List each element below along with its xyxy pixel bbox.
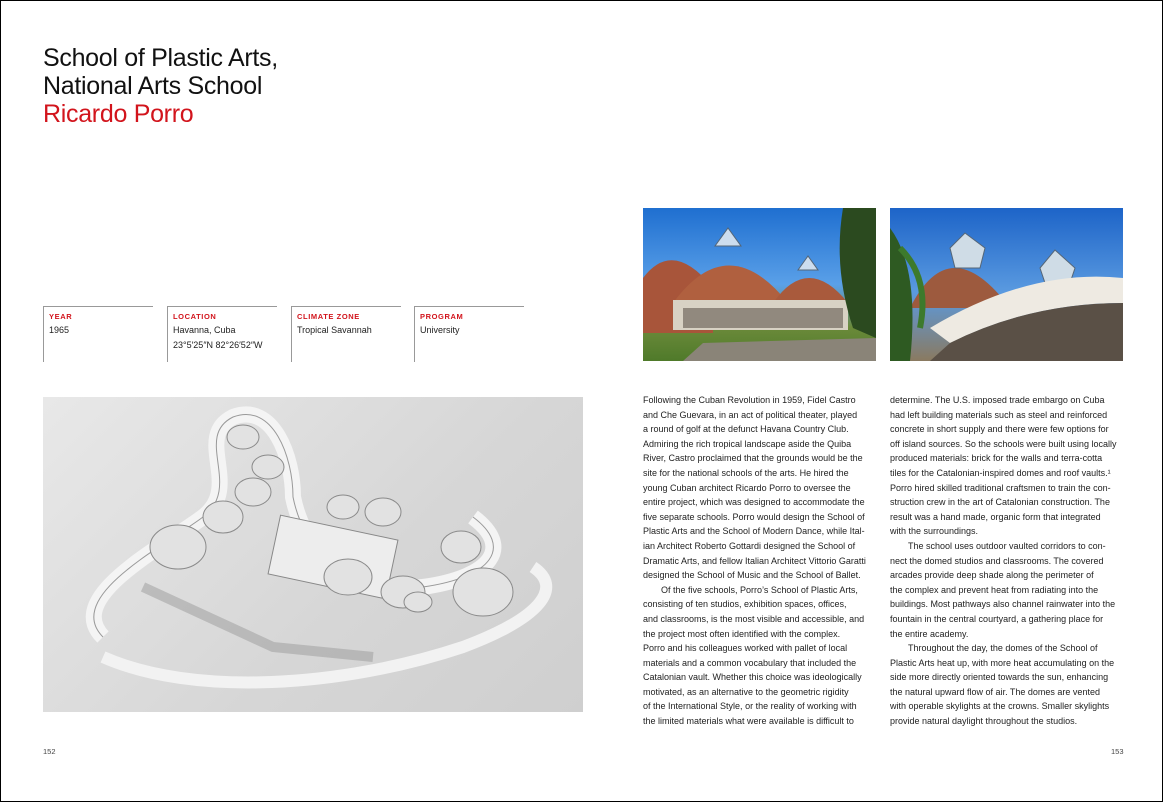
text-line: The school uses outdoor vaulted corridors to con- xyxy=(908,540,1106,551)
text-line: concrete in short supply and there were few options for xyxy=(890,424,1109,435)
page-title xyxy=(43,44,278,128)
text-line: tiles for the Catalonian-inspired domes and roof vaults.¹ xyxy=(890,467,1111,478)
title-line-1: School of Plastic Arts, xyxy=(43,44,278,72)
model-photo xyxy=(43,397,583,712)
text-line: nect the domed studios and classrooms. The covered xyxy=(890,555,1104,566)
text-line: Following the Cuban Revolution in 1959, Fidel Castro xyxy=(643,395,856,405)
text-line: site for the national schools of the arts. He hired the xyxy=(643,467,849,478)
fact-program xyxy=(414,306,524,362)
fact-label: PROGRAM xyxy=(420,312,464,321)
fact-location xyxy=(167,306,277,362)
exterior-photo-domes xyxy=(643,208,876,361)
text-line: motivated, as an alternative to the geometric rigidity xyxy=(643,686,849,697)
fact-year xyxy=(43,306,153,362)
text-line: and Che Guevara, in an act of political theater, played xyxy=(643,409,858,420)
fact-label: YEAR xyxy=(49,312,73,321)
text-line: young Cuban architect Ricardo Porro to oversee the xyxy=(643,482,851,493)
title-line-2: National Arts School xyxy=(43,72,263,100)
text-line: side more directly oriented towards the sun, enhancing xyxy=(890,672,1109,683)
text-line: River, Castro proclaimed that the grounds would be the xyxy=(643,453,863,464)
text-line: entire project, which was designed to accommodate the xyxy=(643,497,865,508)
text-line: and classrooms, is the most visible and accessible, and xyxy=(643,613,865,624)
text-line: determine. The U.S. imposed trade embargo on Cuba xyxy=(890,395,1105,405)
fact-label: CLIMATE ZONE xyxy=(297,312,360,321)
text-line: Porro and his colleagues worked with pallet of local xyxy=(643,643,848,654)
text-line: ian Architect Roberto Gottardi designed the School of xyxy=(643,540,856,551)
text-line: the entire academy. xyxy=(890,628,969,639)
text-line: Catalonian vault. Whether this choice was ideologically xyxy=(643,672,862,683)
text-line: produced materials: brick for the walls and terra-cotta xyxy=(890,453,1103,464)
text-line: Of the five schools, Porro’s School of Plastic Arts, xyxy=(661,584,858,595)
text-line: struction crew in the art of Catalonian construction. The xyxy=(890,497,1110,508)
text-line: with operable skylights at the crowns. Smaller skylights xyxy=(890,701,1110,712)
text-line: designed the School of Music and the School of Ballet. xyxy=(643,570,861,581)
text-line: buildings. Most pathways also channel rainwater into the xyxy=(890,599,1116,610)
text-line: materials and a common vocabulary that included the xyxy=(643,657,857,668)
fact-value: 1965 xyxy=(49,325,70,335)
page-number-right: 153 xyxy=(1111,747,1124,756)
fact-label: LOCATION xyxy=(173,312,217,321)
text-line: Dramatic Arts, and fellow Italian Architect Vittorio Garatti xyxy=(643,555,866,566)
text-line: with the surroundings. xyxy=(890,526,979,537)
text-line: Plastic Arts heat up, with more heat accumulating on the xyxy=(890,657,1115,668)
body-text-column-1 xyxy=(643,393,879,729)
fact-value: Havanna, Cuba xyxy=(173,325,236,335)
text-line: the limited materials what were available is difficult to xyxy=(643,716,854,727)
text-line: off island sources. So the schools were built using locally xyxy=(890,438,1117,449)
text-line: a round of golf at the defunct Havana Country Club. xyxy=(643,424,849,435)
text-line: arcades provide deep shade along the perimeter of xyxy=(890,570,1094,581)
text-line: Throughout the day, the domes of the School of xyxy=(908,643,1098,654)
text-line: Plastic Arts and the School of Modern Dance, while Ital- xyxy=(643,526,865,537)
body-text-column-2 xyxy=(890,393,1126,729)
text-line: the natural upward flow of air. The domes are vented xyxy=(890,686,1100,697)
fact-value: University xyxy=(420,325,460,335)
text-line: consisting of ten studios, exhibition spaces, offices, xyxy=(643,599,847,610)
text-line: result was a hand made, organic form that integrated xyxy=(890,511,1101,522)
fact-value: Tropical Savannah xyxy=(297,325,372,335)
text-line: Admiring the rich tropical landscape aside the Quiba xyxy=(643,438,852,449)
exterior-photo-arcade xyxy=(890,208,1123,361)
architect-name: Ricardo Porro xyxy=(43,100,194,128)
text-line: fountain in the central courtyard, a gathering place for xyxy=(890,613,1104,624)
text-line: Porro hired skilled traditional craftsmen to train the con- xyxy=(890,482,1111,493)
text-line: the project most often identified with the complex. xyxy=(643,628,841,639)
text-line: had left building materials such as steel and reinforced xyxy=(890,409,1108,420)
text-line: the complex and prevent heat from radiating into the xyxy=(890,584,1099,595)
fact-climate-zone xyxy=(291,306,401,362)
text-line: provide natural daylight throughout the studios. xyxy=(890,716,1078,727)
fact-coordinates: 23°5′25″N 82°26′52″W xyxy=(173,340,263,350)
text-line: five separate schools. Porro would design the School of xyxy=(643,511,865,522)
page-number-left: 152 xyxy=(43,747,56,756)
text-line: of the International Style, or the reality of working with xyxy=(643,701,857,712)
